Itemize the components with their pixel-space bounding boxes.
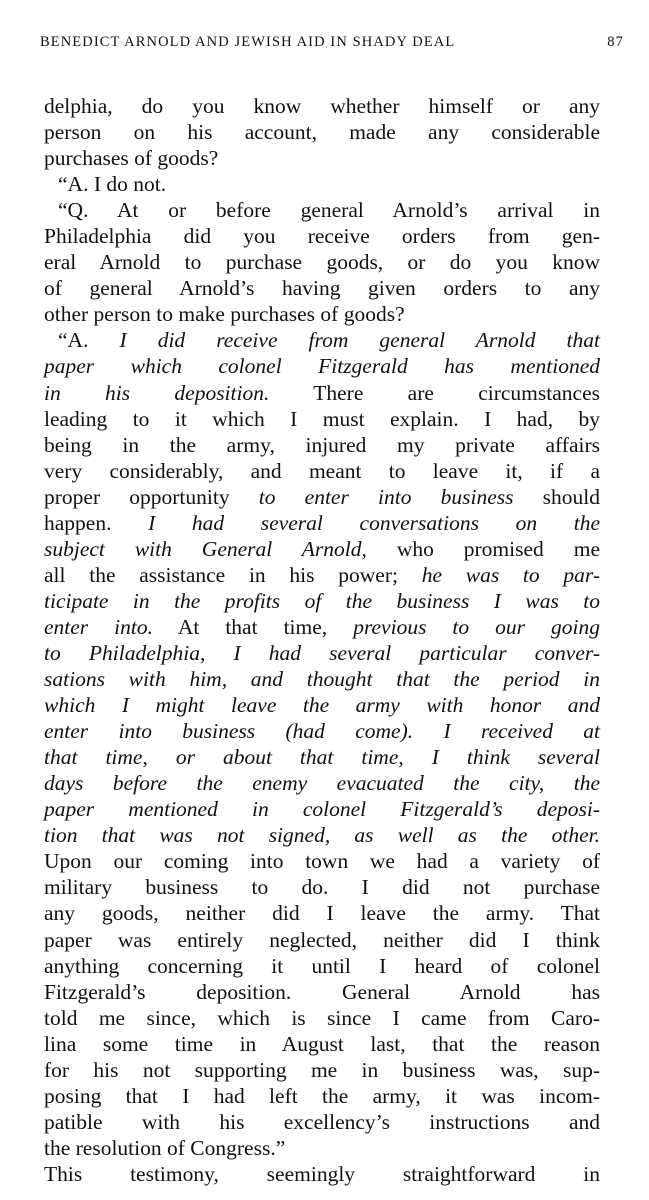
text-line [44,874,600,900]
text-line [44,979,600,1005]
text-line [44,275,600,301]
text-line [44,1083,600,1109]
page-number: 87 [607,34,624,50]
text-line [44,640,600,666]
text-line [44,1057,600,1083]
italic-segment: paper mentioned in colonel Fitzgerald’s deposi- [44,797,600,822]
text-line [44,900,600,926]
body-text [44,93,600,1187]
text-segment: At that time, [153,614,354,639]
text-line [44,249,600,275]
text-segment: all the assistance in his power; [44,562,422,587]
text-segment: the resolution of Congress.” [44,1135,286,1160]
text-segment: patible with his excellency’s instructions and [44,1109,600,1134]
text-line [44,484,600,510]
text-segment: who promised me [366,536,600,561]
italic-segment: I had several conversations on the [148,510,600,535]
text-line [44,666,600,692]
text-line [44,119,600,145]
text-segment: delphia, do you know whether himself or any [44,94,600,118]
text-line [44,171,600,197]
text-line [44,796,600,822]
italic-segment: ticipate in the profits of the business I was to [44,588,600,613]
text-segment: military business to do. I did not purchase [44,875,600,900]
text-line [44,327,600,353]
text-segment: for his not supporting me in business was, sup- [44,1057,600,1082]
text-line [44,406,600,432]
text-segment: paper was entirely neglected, neither did I think [44,927,600,952]
text-segment: leading to it which I must explain. I had, by [44,406,600,431]
text-segment: purchases of goods? [44,146,219,171]
italic-segment: he was to par- [421,562,600,587]
italic-segment: to Philadelphia, I had several particular conver- [44,640,600,665]
italic-segment: that time, or about that time, I think several [44,745,600,770]
text-segment: There are circumstances [269,380,600,405]
text-line [44,223,600,249]
text-segment: lina some time in August last, that the reason [44,1031,600,1056]
text-segment: This testimony, seemingly straightforward in [44,1161,600,1186]
text-segment: eral Arnold to purchase goods, or do you know [44,250,600,275]
italic-segment: enter into. [44,614,154,639]
italic-segment: tion that was not signed, as well as the other. [44,823,600,848]
text-line [44,1161,600,1187]
text-segment: told me since, which is since I came from Caro- [44,1005,600,1030]
text-line [44,848,600,874]
text-line [44,1109,600,1135]
text-segment: Upon our coming into town we had a variety of [44,849,600,874]
text-segment: being in the army, injured my private affairs [44,432,600,457]
text-line [44,562,600,588]
text-segment: anything concerning it until I heard of colonel [44,953,600,978]
text-line [44,822,600,848]
text-line [44,692,600,718]
text-line [44,510,600,536]
text-segment: “Q. At or before general Arnold’s arrival in [58,198,600,223]
text-segment: very considerably, and meant to leave it, if a [44,458,600,483]
text-line [44,301,600,327]
text-segment: Philadelphia did you receive orders from gen- [44,224,600,249]
italic-segment: enter into business (had come). I received at [44,719,600,744]
text-line [44,536,600,562]
italic-segment: to enter into business [258,484,514,509]
text-segment: proper opportunity [44,484,259,509]
text-segment: of general Arnold’s having given orders to any [44,276,600,301]
text-line [44,718,600,744]
italic-segment: sations with him, and thought that the period in [44,667,600,692]
text-line [44,93,600,119]
text-segment: should [513,484,601,509]
text-line [44,145,600,171]
text-line [44,1031,600,1057]
text-segment: any goods, neither did I leave the army. That [44,901,600,926]
text-line [44,1135,600,1161]
text-line [44,458,600,484]
text-line [44,744,600,770]
italic-segment: which I might leave the army with honor and [44,693,600,718]
running-title: BENEDICT ARNOLD AND JEWISH AID IN SHADY DEAL [40,34,456,50]
text-segment: person on his account, made any considerable [44,120,600,145]
italic-segment: in his deposition. [44,380,270,405]
text-segment: “A. I do not. [58,172,167,197]
italic-segment: days before the enemy evacuated the city, the [44,771,600,796]
text-line [44,614,600,640]
text-line [44,380,600,406]
italic-segment: paper which colonel Fitzgerald has mentioned [44,354,600,379]
text-line [44,1005,600,1031]
text-line [44,197,600,223]
text-line [44,770,600,796]
running-head [40,34,624,51]
text-line [44,927,600,953]
text-segment: posing that I had left the army, it was incom- [44,1083,600,1108]
text-line [44,953,600,979]
text-segment: “A. [58,328,120,353]
italic-segment: previous to our going [353,614,601,639]
text-segment: other person to make purchases of goods? [44,302,405,327]
text-segment: happen. [44,510,149,535]
text-line [44,353,600,379]
text-line [44,588,600,614]
italic-segment: subject with General Arnold, [44,536,367,561]
italic-segment: I did receive from general Arnold that [119,328,600,353]
text-segment: Fitzgerald’s deposition. General Arnold has [44,979,600,1004]
text-line [44,432,600,458]
